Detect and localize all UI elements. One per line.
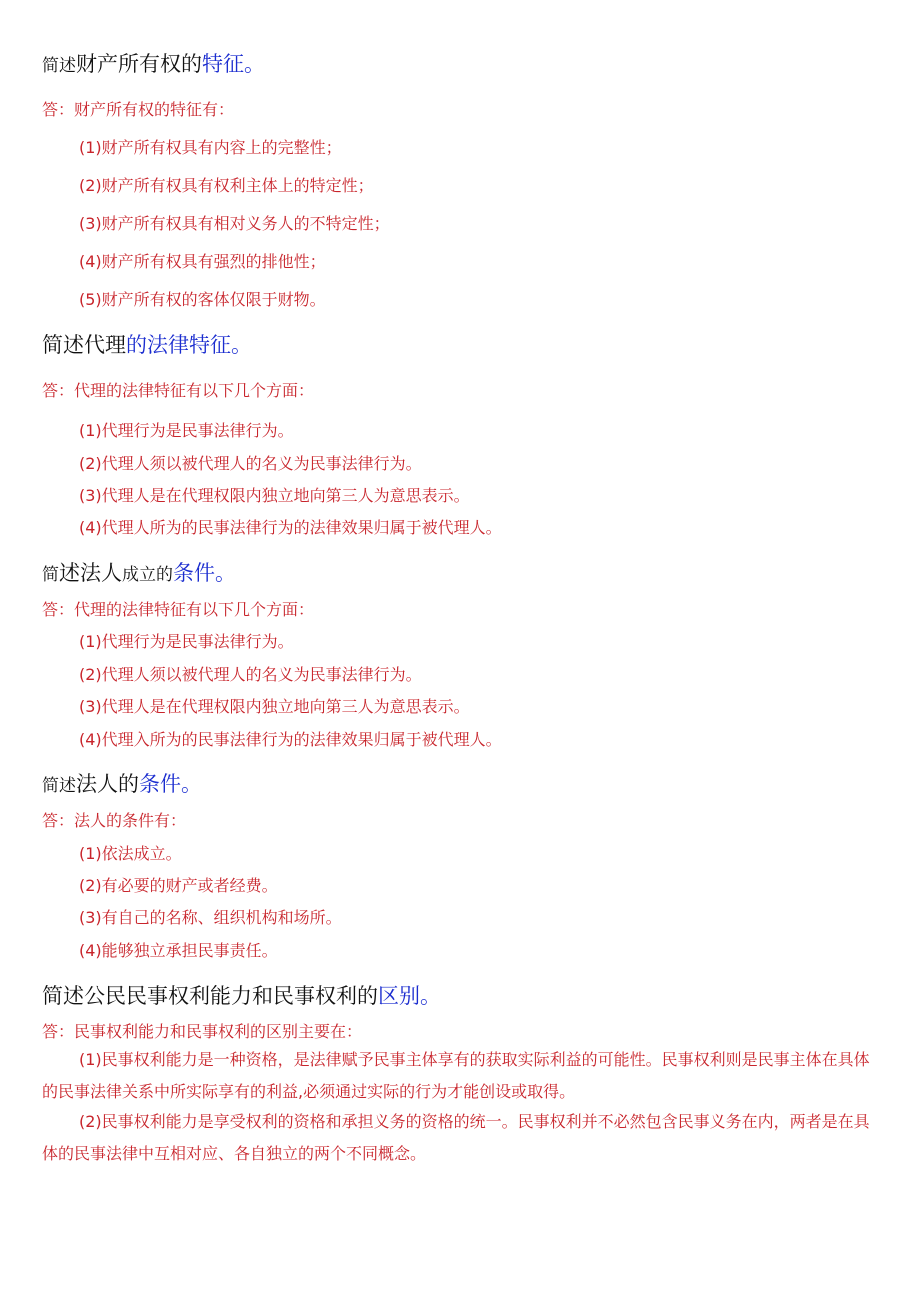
answer-intro: 答：法人的条件有： — [42, 811, 187, 830]
question-title-ownership: 简述财产所有权的特征。 — [42, 52, 265, 76]
answer-item: (1)依法成立。 — [79, 844, 182, 863]
answer-item: (3)财产所有权具有相对义务人的不特定性； — [79, 214, 390, 233]
answer-paragraph: (1)民事权利能力是一种资格，是法律赋予民事主体享有的获取实际利益的可能性。民事权利则是民事主体在具体的民事法律关系中所实际享有的利益,必须通过实际的行为才能创设或取得。 — [42, 1050, 870, 1101]
answer-intro: 答：代理的法律特征有以下几个方面： — [42, 381, 315, 400]
answer-item: (4)代理人所为的民事法律行为的法律效果归属于被代理人。 — [79, 518, 502, 537]
answer-intro: 答：代理的法律特征有以下几个方面： — [42, 600, 315, 619]
answer-item: (2)有必要的财产或者经费。 — [79, 876, 278, 895]
answer-item: (3)有自己的名称、组织机构和场所。 — [79, 908, 342, 927]
answer-item: (1)代理行为是民事法律行为。 — [79, 421, 294, 440]
answer-item: (1)代理行为是民事法律行为。 — [79, 632, 294, 651]
answer-item: (1)财产所有权具有内容上的完整性； — [79, 138, 342, 157]
question-title-capacity-vs-rights: 简述公民民事权利能力和民事权利的区别。 — [42, 984, 441, 1008]
answer-item: (2)代理人须以被代理人的名义为民事法律行为。 — [79, 454, 422, 473]
question-title-legal-person-establishment: 简述法人成立的条件。 — [42, 561, 236, 585]
answer-item: (4)财产所有权具有强烈的排他性； — [79, 252, 326, 271]
answer-item: (4)能够独立承担民事责任。 — [79, 941, 278, 960]
answer-item: (3)代理人是在代理权限内独立地向第三人为意思表示。 — [79, 697, 470, 716]
answer-item: (2)代理人须以被代理人的名义为民事法律行为。 — [79, 665, 422, 684]
answer-item: (2)财产所有权具有权利主体上的特定性； — [79, 176, 374, 195]
answer-intro: 答：财产所有权的特征有： — [42, 100, 235, 119]
answer-item: (3)代理人是在代理权限内独立地向第三人为意思表示。 — [79, 486, 470, 505]
answer-paragraph: (2)民事权利能力是享受权利的资格和承担义务的资格的统一。民事权利并不必然包含民事义务在内，两者是在具体的民事法律中互相对应、各自独立的两个不同概念。 — [42, 1112, 870, 1163]
answer-item: (4)代理入所为的民事法律行为的法律效果归属于被代理人。 — [79, 730, 502, 749]
question-title-legal-person-conditions: 简述法人的条件。 — [42, 772, 202, 796]
question-title-agency: 简述代理的法律特征。 — [42, 333, 252, 357]
answer-intro: 答：民事权利能力和民事权利的区别主要在： — [42, 1022, 363, 1041]
answer-item: (5)财产所有权的客体仅限于财物。 — [79, 290, 326, 309]
